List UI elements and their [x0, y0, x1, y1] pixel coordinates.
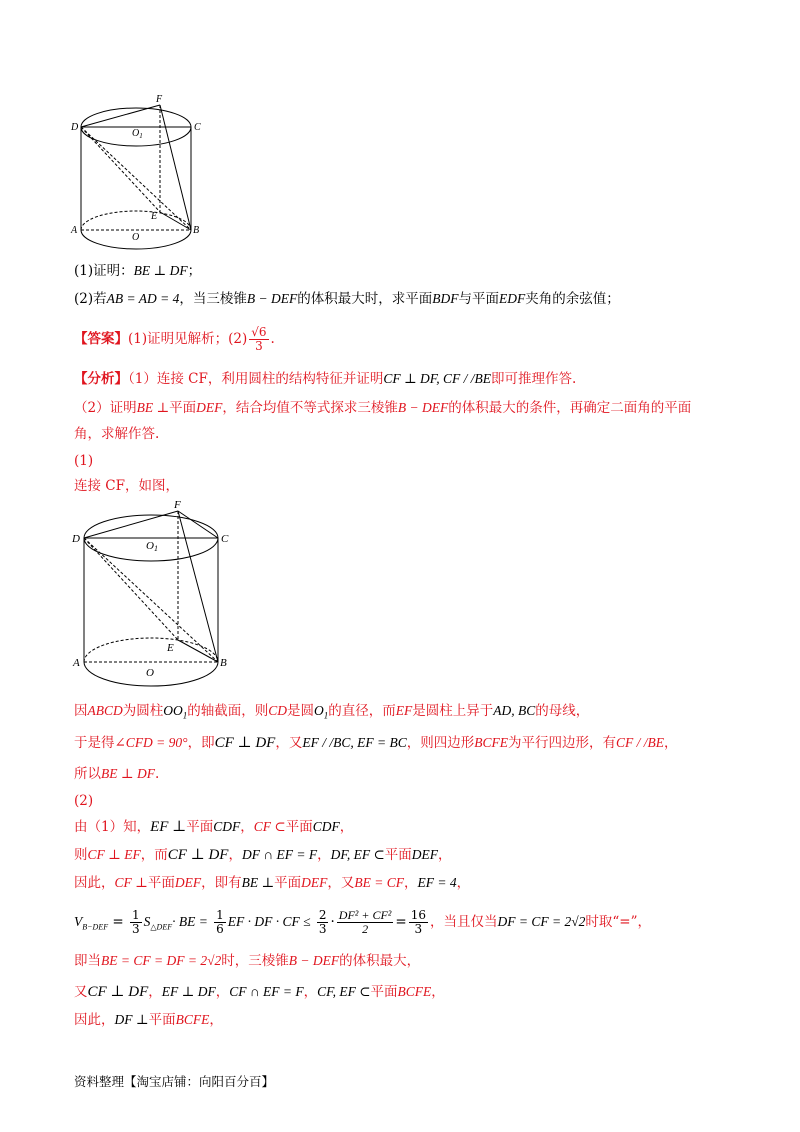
solution-line-7-volume: $V_{B-DEF}$ = $\frac{1}{3}$ $S_{\triangle DEF}\cdot$ BE = $\frac{1}{6}$ EF · DF · CF ≤ $\frac{2}{3}$ · $\frac{\text{DF² + CF²}}{2}$ = $\frac{16}{3}$ ，当且仅当DF = CF = 2√2时取“=”，: [74, 908, 652, 936]
label-A: A: [71, 225, 78, 236]
analysis1-text: （1）连接 CF，利用圆柱的结构特征并证明: [128, 371, 384, 387]
q2-prefix: (2)若: [74, 291, 107, 307]
analysis2-t2: 平面: [169, 400, 197, 416]
solution-line-5: 则CF ⊥ EF，而CF ⊥ DF，DF ∩ EF = F，DF, EF ⊂平面DEF，: [74, 847, 452, 863]
label-A: A: [73, 657, 80, 669]
label-C: C: [221, 533, 229, 545]
answer-line: [74, 325, 275, 353]
answer-num: √6: [251, 325, 267, 339]
q2-obj: B − DEF: [246, 291, 298, 306]
solution-line-1: 因ABCD为圆柱$OO_1$的轴截面，则CD是圆$O_1$的直径，而EF是圆柱上异于AD, BC的母线，: [74, 703, 590, 721]
analysis2-expr2: DEF: [196, 400, 223, 415]
label-E: E: [167, 642, 174, 654]
label-O: O: [146, 667, 154, 679]
analysis2-expr1: BE ⊥: [136, 400, 170, 415]
solution-line-3: 所以BE ⊥ DF.: [74, 766, 160, 782]
answer-fraction: [249, 326, 268, 353]
answer-den: 3: [255, 339, 263, 353]
q2-p1: BDF: [432, 291, 459, 306]
solution-line-9: 又CF ⊥ DF，EF ⊥ DF，CF ∩ EF = F，CF, EF ⊂平面BCFE，: [74, 984, 445, 1000]
part1-label-text: (1): [74, 453, 94, 469]
q2-mid2: 的体积最大时，求平面: [297, 291, 433, 307]
solution-line-2: 于是得∠CFD = 90°，即CF ⊥ DF，又EF / /BC, EF = BC，则四边形BCFE为平行四边形，有CF / /BE，: [74, 735, 678, 751]
footer: [74, 1072, 274, 1090]
q2-mid: ，当三棱锥: [179, 291, 247, 307]
analysis2-t3: ，结合均值不等式探求三棱锥: [222, 400, 398, 416]
part2-label: (2): [74, 793, 94, 809]
label-D: D: [72, 533, 80, 545]
analysis3-text: 角，求解作答.: [74, 426, 160, 442]
connect-text: 连接 CF，如图，: [74, 478, 179, 494]
q1-prefix: (1)证明：: [74, 263, 134, 279]
analysis1-end: 即可推理作答.: [491, 371, 577, 387]
answer-text: (1)证明见解析；(2): [128, 331, 248, 347]
analysis2-t4: 的体积最大的条件，再确定二面角的平面: [448, 400, 692, 416]
q2-suffix: 夹角的余弦值；: [525, 291, 620, 307]
label-O1: $O_1$: [132, 128, 143, 140]
solution-line-4: 由（1）知，EF ⊥平面CDF，CF ⊂平面CDF，: [74, 819, 354, 835]
solution-line-10: 因此，DF ⊥平面BCFE，: [74, 1012, 223, 1028]
label-C: C: [194, 122, 201, 133]
footer-text: 资料整理【淘宝店铺：向阳百分百】: [74, 1074, 275, 1089]
label-B: B: [220, 657, 227, 669]
analysis2-expr3: B − DEF: [397, 400, 449, 415]
q2-p2: EDF: [498, 291, 526, 306]
question-2: [74, 289, 620, 309]
analysis-line-1: [74, 369, 576, 389]
solution-line-8: 即当BE = CF = DF = 2√2时，三棱锥B − DEF的体积最大，: [74, 953, 421, 969]
q1-suffix: ；: [187, 263, 202, 279]
answer-end: .: [270, 331, 275, 347]
label-O: O: [132, 232, 140, 243]
question-1: [74, 261, 201, 281]
cylinder-figure-1: [70, 92, 205, 252]
part1-label: [74, 451, 93, 471]
analysis-tag: 【分析】: [74, 371, 128, 387]
label-B: B: [193, 225, 200, 236]
q1-expr: BE ⊥ DF: [133, 263, 188, 278]
solution-line-6: 因此，CF ⊥平面DEF，即有BE ⊥平面DEF，又BE = CF，EF = 4，: [74, 875, 471, 891]
connect-line: [74, 476, 179, 496]
label-F: F: [174, 499, 181, 511]
q2-mid3: 与平面: [458, 291, 499, 307]
label-E: E: [151, 211, 158, 222]
answer-tag: 【答案】: [74, 331, 128, 347]
q2-cond: AB = AD = 4: [106, 291, 180, 306]
analysis1-expr: CF ⊥ DF, CF / /BE: [383, 371, 492, 386]
cylinder-figure-2: [70, 496, 235, 691]
analysis-line-2: [74, 398, 691, 418]
label-D: D: [71, 122, 79, 133]
label-F: F: [156, 94, 163, 105]
analysis2-text: （2）证明: [74, 400, 137, 416]
analysis-line-3: [74, 424, 159, 444]
label-O1: O1: [146, 540, 158, 553]
